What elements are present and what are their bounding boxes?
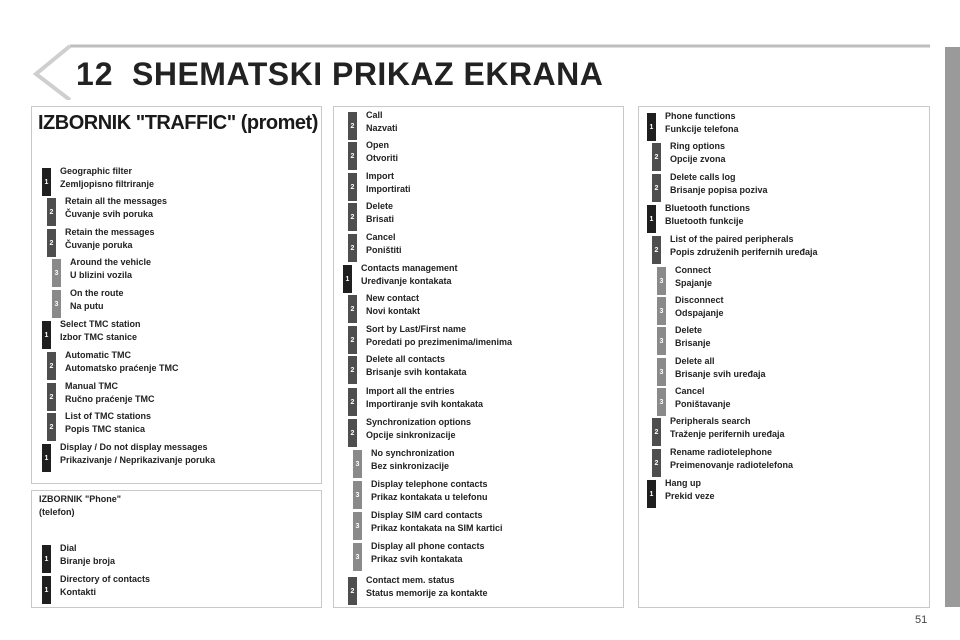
middle-item xyxy=(353,450,455,478)
level-badge: 2 xyxy=(348,577,357,605)
item-label-hr: Nazvati xyxy=(366,123,398,133)
item-label-hr: Preimenovanje radiotelefona xyxy=(670,460,794,470)
item-label-en: Contacts management xyxy=(361,263,458,273)
level-badge: 2 xyxy=(47,352,56,380)
right-item xyxy=(647,205,750,233)
level-badge: 3 xyxy=(52,290,61,318)
item-text xyxy=(65,410,151,436)
item-label-hr: Popis TMC stanica xyxy=(65,424,146,434)
middle-item xyxy=(348,356,467,384)
traffic-item xyxy=(47,352,179,380)
middle-item xyxy=(348,295,420,323)
level-badge: 2 xyxy=(652,236,661,264)
item-text xyxy=(670,415,785,441)
item-label-hr: Importirati xyxy=(366,184,411,194)
item-label-en: Sort by Last/First name xyxy=(366,324,467,334)
item-label-en: Manual TMC xyxy=(65,381,118,391)
item-label-en: Select TMC station xyxy=(60,319,141,329)
level-badge: 3 xyxy=(657,358,666,386)
item-label-hr: Bluetooth funkcije xyxy=(665,216,744,226)
item-label-hr: Brisanje xyxy=(675,338,711,348)
item-label-hr: Status memorije za kontakte xyxy=(366,588,488,598)
level-badge: 2 xyxy=(348,112,357,140)
middle-item xyxy=(348,203,394,231)
level-badge: 2 xyxy=(348,234,357,262)
level-badge: 1 xyxy=(42,321,51,349)
item-text xyxy=(366,109,398,135)
right-item xyxy=(657,388,731,416)
level-badge: 1 xyxy=(42,168,51,196)
middle-item xyxy=(348,173,411,201)
level-badge: 1 xyxy=(343,265,352,293)
item-label-hr: Popis združenih perifernih uređaja xyxy=(670,247,818,257)
item-text xyxy=(675,355,766,381)
item-label-en: Retain the messages xyxy=(65,227,155,237)
item-label-hr: Poništiti xyxy=(366,245,402,255)
item-label-en: Delete all contacts xyxy=(366,354,446,364)
level-badge: 2 xyxy=(348,326,357,354)
item-text xyxy=(675,324,711,350)
item-label-hr: Prikazivanje / Neprikazivanje poruka xyxy=(60,455,216,465)
phone-menu-title-line1: IZBORNIK "Phone" xyxy=(39,494,122,504)
item-text xyxy=(366,574,488,600)
item-text xyxy=(371,509,503,535)
item-label-hr: Biranje broja xyxy=(60,556,116,566)
item-label-en: Call xyxy=(366,110,383,120)
item-label-en: Import all the entries xyxy=(366,386,455,396)
level-badge: 3 xyxy=(353,512,362,540)
level-badge: 2 xyxy=(348,295,357,323)
item-text xyxy=(371,478,488,504)
middle-item xyxy=(348,388,483,416)
item-text xyxy=(670,171,768,197)
item-label-en: Connect xyxy=(675,265,711,275)
item-text xyxy=(60,441,215,467)
level-badge: 3 xyxy=(353,481,362,509)
item-label-en: List of TMC stations xyxy=(65,411,151,421)
item-text xyxy=(670,446,793,472)
right-item xyxy=(652,449,793,477)
item-label-en: Display / Do not display messages xyxy=(60,442,208,452)
right-item xyxy=(647,113,739,141)
item-text xyxy=(65,380,155,406)
chapter-title: SHEMATSKI PRIKAZ EKRANA xyxy=(132,56,604,92)
chapter-number: 12 xyxy=(76,56,114,92)
item-text xyxy=(371,540,485,566)
traffic-item xyxy=(52,259,151,287)
item-text xyxy=(361,262,458,288)
level-badge: 1 xyxy=(42,545,51,573)
level-badge: 3 xyxy=(657,388,666,416)
item-label-en: Retain all the messages xyxy=(65,196,168,206)
traffic-menu-title: IZBORNIK "TRAFFIC" (promet) xyxy=(38,112,318,134)
item-label-en: Delete xyxy=(366,201,394,211)
item-label-en: Around the vehicle xyxy=(70,257,152,267)
traffic-item xyxy=(42,444,215,472)
level-badge: 2 xyxy=(652,449,661,477)
item-label-en: Display all phone contacts xyxy=(371,541,485,551)
item-label-hr: Brisanje svih kontakata xyxy=(366,367,467,377)
item-label-en: Cancel xyxy=(675,386,705,396)
item-text xyxy=(675,264,712,290)
item-text xyxy=(366,416,471,442)
level-badge: 2 xyxy=(348,142,357,170)
item-text xyxy=(665,477,715,503)
item-label-hr: Opcije sinkronizacije xyxy=(366,430,456,440)
traffic-item xyxy=(42,321,141,349)
item-label-hr: Poredati po prezimenima/imenima xyxy=(366,337,513,347)
item-label-en: Import xyxy=(366,171,394,181)
traffic-item xyxy=(47,229,155,257)
item-label-hr: Poništavanje xyxy=(675,399,731,409)
item-label-en: List of the paired peripherals xyxy=(670,234,794,244)
item-label-hr: Importiranje svih kontakata xyxy=(366,399,484,409)
middle-item xyxy=(353,512,503,540)
item-text xyxy=(366,231,402,257)
item-text xyxy=(366,385,483,411)
traffic-item xyxy=(47,413,151,441)
right-item xyxy=(657,327,711,355)
item-label-en: Disconnect xyxy=(675,295,724,305)
item-label-hr: Brisanje popisa poziva xyxy=(670,185,768,195)
right-item xyxy=(657,267,712,295)
item-text xyxy=(65,226,155,252)
level-badge: 3 xyxy=(353,450,362,478)
middle-item xyxy=(353,543,485,571)
right-item xyxy=(652,143,726,171)
item-label-hr: Prikaz kontakata u telefonu xyxy=(371,492,488,502)
item-text xyxy=(675,385,731,411)
level-badge: 3 xyxy=(52,259,61,287)
middle-item xyxy=(348,326,512,354)
item-label-en: Display SIM card contacts xyxy=(371,510,483,520)
level-badge: 2 xyxy=(47,229,56,257)
item-text xyxy=(366,139,398,165)
item-label-hr: Traženje perifernih uređaja xyxy=(670,429,785,439)
item-label-hr: Prekid veze xyxy=(665,491,715,501)
item-label-hr: Funkcije telefona xyxy=(665,124,739,134)
right-item xyxy=(657,358,766,386)
middle-item xyxy=(343,265,458,293)
item-label-hr: Opcije zvona xyxy=(670,154,726,164)
item-label-en: Synchronization options xyxy=(366,417,471,427)
item-label-hr: Uređivanje kontakata xyxy=(361,276,452,286)
item-label-en: New contact xyxy=(366,293,420,303)
level-badge: 2 xyxy=(348,388,357,416)
item-label-hr: U blizini vozila xyxy=(70,270,133,280)
item-label-hr: Ručno praćenje TMC xyxy=(65,394,155,404)
right-item xyxy=(652,174,768,202)
item-text xyxy=(60,573,150,599)
item-label-en: Display telephone contacts xyxy=(371,479,488,489)
item-text xyxy=(65,195,167,221)
middle-item xyxy=(348,112,398,140)
item-text xyxy=(366,200,394,226)
middle-item xyxy=(348,577,488,605)
level-badge: 2 xyxy=(652,143,661,171)
item-label-en: Dial xyxy=(60,543,77,553)
item-text xyxy=(366,353,467,379)
page-number: 51 xyxy=(915,614,928,626)
level-badge: 1 xyxy=(647,113,656,141)
item-label-hr: Izbor TMC stanice xyxy=(60,332,138,342)
item-text xyxy=(670,140,726,166)
item-label-en: Geographic filter xyxy=(60,166,133,176)
item-label-hr: Kontakti xyxy=(60,587,96,597)
level-badge: 2 xyxy=(348,356,357,384)
item-label-en: On the route xyxy=(70,288,124,298)
item-text xyxy=(670,233,818,259)
level-badge: 2 xyxy=(652,418,661,446)
level-badge: 3 xyxy=(657,267,666,295)
item-label-en: Hang up xyxy=(665,478,701,488)
item-label-en: Ring options xyxy=(670,141,725,151)
item-label-hr: Prikaz kontakata na SIM kartici xyxy=(371,523,503,533)
middle-item xyxy=(348,234,402,262)
item-text xyxy=(371,447,455,473)
item-text xyxy=(60,165,154,191)
item-label-en: Delete calls log xyxy=(670,172,736,182)
item-text xyxy=(70,287,124,313)
item-text xyxy=(366,292,420,318)
item-label-en: Delete all xyxy=(675,356,715,366)
item-label-hr: Bez sinkronizacije xyxy=(371,461,450,471)
item-text xyxy=(70,256,151,282)
item-label-en: Contact mem. status xyxy=(366,575,455,585)
item-text xyxy=(65,349,179,375)
page-edge-strip xyxy=(945,47,960,607)
item-label-hr: Brisati xyxy=(366,214,395,224)
middle-item xyxy=(348,142,398,170)
item-label-hr: Brisanje svih uređaja xyxy=(675,369,766,379)
item-label-en: Delete xyxy=(675,325,703,335)
traffic-item xyxy=(47,383,155,411)
middle-item xyxy=(353,481,488,509)
item-label-hr: Na putu xyxy=(70,301,104,311)
right-item xyxy=(652,418,785,446)
item-label-hr: Zemljopisno filtriranje xyxy=(60,179,155,189)
right-item xyxy=(647,480,715,508)
item-label-en: Automatic TMC xyxy=(65,350,131,360)
item-text xyxy=(366,170,411,196)
level-badge: 2 xyxy=(47,413,56,441)
level-badge: 2 xyxy=(47,198,56,226)
item-label-hr: Spajanje xyxy=(675,278,713,288)
level-badge: 1 xyxy=(42,576,51,604)
item-label-hr: Prikaz svih kontakata xyxy=(371,554,463,564)
level-badge: 3 xyxy=(657,327,666,355)
right-item xyxy=(657,297,724,325)
phone-menu-title xyxy=(39,493,121,519)
item-label-en: Peripherals search xyxy=(670,416,751,426)
item-label-en: Bluetooth functions xyxy=(665,203,750,213)
item-label-en: Open xyxy=(366,140,390,150)
item-label-hr: Automatsko praćenje TMC xyxy=(65,363,179,373)
item-label-en: Directory of contacts xyxy=(60,574,151,584)
phone-item xyxy=(42,545,115,573)
traffic-item xyxy=(47,198,167,226)
traffic-item xyxy=(52,290,124,318)
level-badge: 2 xyxy=(348,203,357,231)
level-badge: 2 xyxy=(652,174,661,202)
item-label-en: No synchronization xyxy=(371,448,455,458)
level-badge: 2 xyxy=(348,419,357,447)
item-text xyxy=(60,318,141,344)
level-badge: 3 xyxy=(353,543,362,571)
item-label-en: Rename radiotelephone xyxy=(670,447,773,457)
item-text xyxy=(665,202,750,228)
phone-menu-title-line2: (telefon) xyxy=(39,507,75,517)
level-badge: 1 xyxy=(647,205,656,233)
item-text xyxy=(60,542,115,568)
level-badge: 3 xyxy=(657,297,666,325)
item-label-hr: Otvoriti xyxy=(366,153,399,163)
item-label-en: Cancel xyxy=(366,232,396,242)
item-label-en: Phone functions xyxy=(665,111,736,121)
item-text xyxy=(366,323,512,349)
item-label-hr: Odspajanje xyxy=(675,308,724,318)
level-badge: 1 xyxy=(647,480,656,508)
middle-item xyxy=(348,419,471,447)
item-label-hr: Čuvanje poruka xyxy=(65,240,133,250)
level-badge: 2 xyxy=(348,173,357,201)
item-text xyxy=(675,294,724,320)
level-badge: 2 xyxy=(47,383,56,411)
item-label-hr: Čuvanje svih poruka xyxy=(65,209,154,219)
item-label-hr: Novi kontakt xyxy=(366,306,421,316)
traffic-item xyxy=(42,168,154,196)
item-text xyxy=(665,110,739,136)
level-badge: 1 xyxy=(42,444,51,472)
right-item xyxy=(652,236,818,264)
phone-item xyxy=(42,576,150,604)
